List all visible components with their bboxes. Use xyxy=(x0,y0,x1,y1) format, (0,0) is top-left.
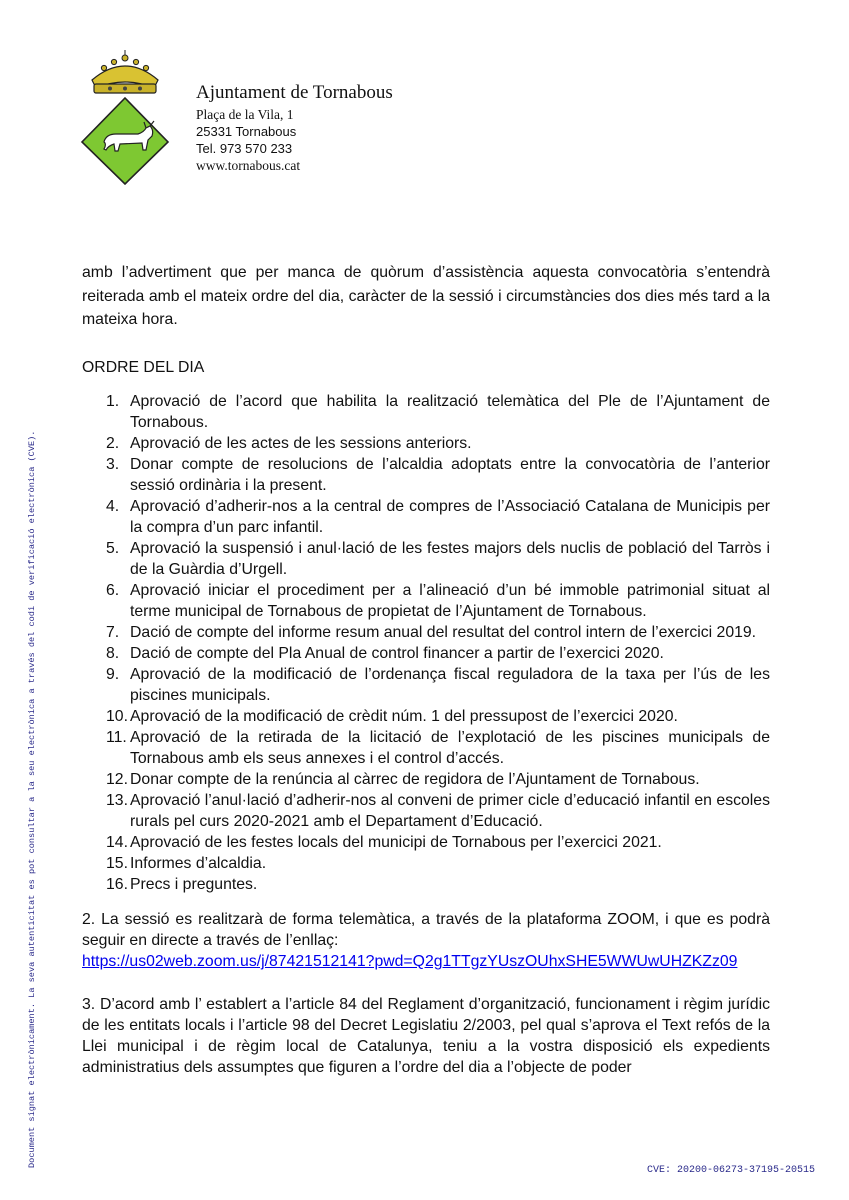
agenda-item-text: Precs i preguntes. xyxy=(130,876,258,893)
municipality-letterhead xyxy=(196,82,393,174)
agenda-item-text: Dació de compte del Pla Anual de control financer a partir de l’exercici 2020. xyxy=(130,645,664,662)
agenda-item-number: 8. xyxy=(106,645,120,662)
agenda-list xyxy=(82,391,770,895)
agenda-item-number: 16. xyxy=(106,876,128,893)
agenda-item-text: Aprovació de la retirada de la licitació de l’explotació de les piscines municipals de Tornabous amb els seus annexes i el control d’accés. xyxy=(130,729,770,767)
agenda-item-number: 3. xyxy=(106,456,120,473)
postal-line: 25331 Tornabous xyxy=(196,124,297,139)
agenda-item-number: 15. xyxy=(106,855,128,872)
agenda-item xyxy=(82,664,770,706)
agenda-item xyxy=(82,727,770,769)
agenda-item-number: 13. xyxy=(106,792,128,809)
agenda-item-number: 9. xyxy=(106,666,120,683)
agenda-item-text: Donar compte de la renúncia al càrrec de regidora de l’Ajuntament de Tornabous. xyxy=(130,771,700,788)
agenda-item xyxy=(82,622,770,643)
cve-code: CVE: 20200-06273-37195-20515 xyxy=(646,1165,815,1176)
agenda-item xyxy=(82,643,770,664)
session-paragraph xyxy=(82,909,770,972)
agenda-item-text: Aprovació de les actes de les sessions anteriors. xyxy=(130,435,472,452)
agenda-item-number: 7. xyxy=(106,624,120,641)
website-line: www.tornabous.cat xyxy=(196,158,301,173)
agenda-item-number: 6. xyxy=(106,582,120,599)
agenda-item-text: Aprovació de l’acord que habilita la realització telemàtica del Ple de l’Ajuntament de Tornabous. xyxy=(130,393,770,431)
agenda-item-number: 12. xyxy=(106,771,128,788)
agenda-item xyxy=(82,496,770,538)
agenda-item-text: Aprovació de la modificació de l’ordenança fiscal reguladora de la taxa per l’ús de les piscines municipals. xyxy=(130,666,770,704)
crown-icon xyxy=(92,50,158,93)
agenda-item-number: 1. xyxy=(106,393,120,410)
agenda-item xyxy=(82,580,770,622)
agenda-item xyxy=(82,874,770,895)
agenda-item xyxy=(82,790,770,832)
agenda-item-text: Informes d’alcaldia. xyxy=(130,855,267,872)
agenda-item xyxy=(82,706,770,727)
phone-line: Tel. 973 570 233 xyxy=(196,141,293,156)
agenda-item-number: 5. xyxy=(106,540,120,557)
agenda-item-text: Donar compte de resolucions de l’alcaldia adoptats entre la convocatòria de l’anterior sessió ordinària i la present. xyxy=(130,456,770,494)
agenda-item xyxy=(82,433,770,454)
agenda-title: ORDRE DEL DIA xyxy=(82,358,205,376)
agenda-item xyxy=(82,538,770,580)
agenda-item-text: Aprovació la suspensió i anul·lació de les festes majors dels nuclis de població del Tarròs i de la Guàrdia d’Urgell. xyxy=(130,540,770,578)
agenda-item-text: Dació de compte del informe resum anual del resultat del control intern de l’exercici 2019. xyxy=(130,624,757,641)
zoom-link[interactable]: https://us02web.zoom.us/j/87421512141?pwd=Q2g1TTgzYUszOUhxSHE5WWUwUHZKZz09 xyxy=(82,953,738,970)
agenda-item-number: 2. xyxy=(106,435,120,452)
agenda-item-number: 14. xyxy=(106,834,128,851)
agenda-item-text: Aprovació iniciar el procediment per a l’alineació d’un bé immoble patrimonial situat al terme municipal de Tornabous de propietat de l’Ajuntament de Tornabous. xyxy=(130,582,770,620)
intro-paragraph: amb l’advertiment que per manca de quòrum d’assistència aquesta convocatòria s’entendrà reiterada amb el mateix ordre del dia, caràcter de la sessió i circumstàncies dos dies més tard a la mateixa hora. xyxy=(82,264,770,328)
address-line: Plaça de la Vila, 1 xyxy=(196,107,294,122)
document-body xyxy=(82,261,770,1078)
agenda-item-text: Aprovació l’anul·lació d’adherir-nos al conveni de primer cicle d’educació infantil en escoles rurals pel curs 2020-2021 amb el Departament d’Educació. xyxy=(130,792,770,830)
agenda-item xyxy=(82,391,770,433)
agenda-item-text: Aprovació de les festes locals del municipi de Tornabous per l’exercici 2021. xyxy=(130,834,662,851)
agenda-item-number: 10. xyxy=(106,708,128,725)
electronic-signature-note: Document signat electrònicament. La seva autenticitat es pot consultar a la seu electrònica a través del codi de verificació electrònica (CVE). xyxy=(27,430,37,1168)
agenda-item xyxy=(82,853,770,874)
agenda-item-number: 4. xyxy=(106,498,120,515)
agenda-item-text: Aprovació d’adherir-nos a la central de compres de l’Associació Catalana de Municipis per la compra d’un parc infantil. xyxy=(130,498,770,536)
municipal-coat-of-arms xyxy=(80,50,170,185)
agenda-item-text: Aprovació de la modificació de crèdit núm. 1 del pressupost de l’exercici 2020. xyxy=(130,708,678,725)
regulation-paragraph: 3. D’acord amb l’ establert a l’article 84 del Reglament d’organització, funcionament i règim jurídic de les entitats locals i l’article 98 del Decret Legislatiu 2/2003, pel qual s’aprova el Text refós de la Llei municipal i de règim local de Catalunya, teniu a la vostra disposició els expedients administratius dels assumptes que figuren a l’ordre del dia a l’objecte de poder xyxy=(82,996,770,1076)
agenda-item-number: 11. xyxy=(106,729,127,746)
agenda-item xyxy=(82,832,770,853)
session-text: 2. La sessió es realitzarà de forma telemàtica, a través de la plataforma ZOOM, i que es podrà seguir en directe a través de l’enllaç: xyxy=(82,911,770,949)
agenda-item xyxy=(82,769,770,790)
agenda-item xyxy=(82,454,770,496)
municipality-name: Ajuntament de Tornabous xyxy=(196,82,393,103)
